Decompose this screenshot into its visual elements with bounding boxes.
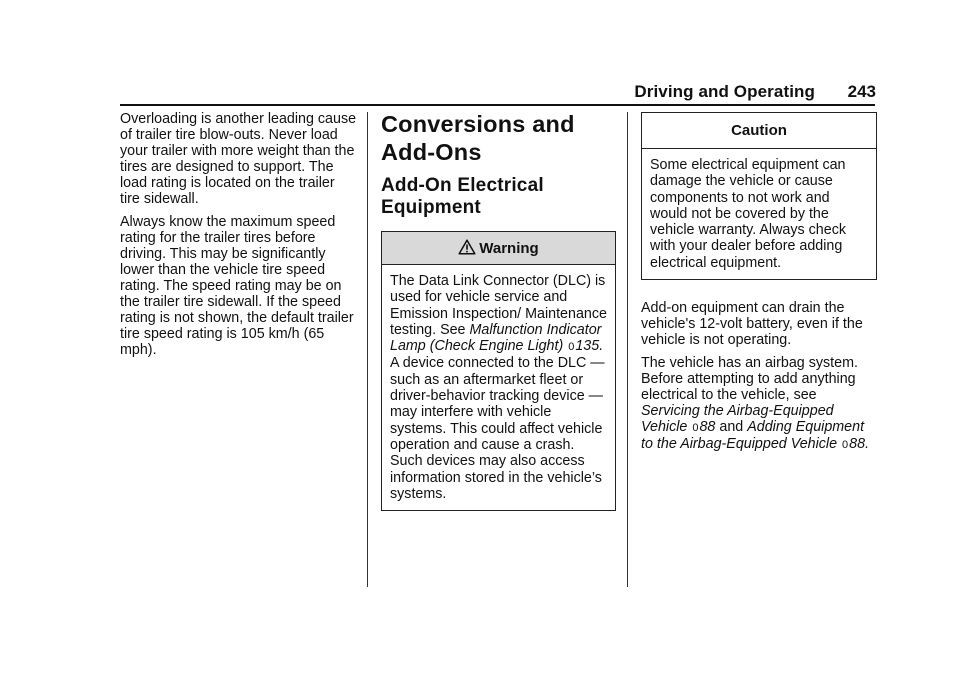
warning-body: [382, 265, 615, 510]
caution-body: Some electrical equipment can damage the vehicle or cause components to not work and would not be covered by the vehicle warranty. Always check with your dealer before adding electrical equipment.: [650, 157, 846, 271]
right-column-body: [641, 300, 877, 453]
page-ref-arrow-icon: 0: [692, 422, 699, 435]
subsection-heading-line-2: Equipment: [381, 197, 481, 218]
column-divider-right: [627, 112, 628, 587]
caution-header: Caution: [642, 113, 876, 149]
section-heading: [381, 110, 616, 166]
paragraph-overloading: Overloading is another leading cause of trailer tire blow-outs. Never load your trailer with more weight than the tires are designed to support. The load rating is located on the trailer tire sidewall.: [120, 111, 357, 207]
warning-header: [382, 232, 615, 265]
page-ref-arrow-icon: 0: [842, 439, 849, 452]
warning-title: Warning: [479, 240, 539, 257]
paragraph-speed-rating: Always know the maximum speed rating for the trailer tires before driving. This may be significantly lower than the vehicle tire speed rating. The speed rating may be on the trailer tire sidewall. If the speed rating is not shown, the default trailer tire speed rating is 105 km/h (65 mph).: [120, 214, 354, 358]
sentence-period: .: [599, 338, 604, 355]
warning-dlc-text: A device connected to the DLC — such as an aftermarket fleet or driver-behavior tracking device — may interfere with vehicle systems. This could affect vehicle operation and cause a crash. Such devices may also access information stored in the vehicle’s systems.: [390, 355, 605, 502]
middle-column: [381, 110, 616, 511]
page-ref-88-first[interactable]: 88: [699, 419, 716, 436]
paragraph-airbag: [641, 355, 877, 453]
header-rule: [120, 104, 875, 106]
link-malfunction-indicator-lamp[interactable]: Malfunction Indicator Lamp (Check Engine Light): [390, 321, 602, 355]
left-column: [120, 111, 358, 365]
page-ref-88-second[interactable]: 88: [849, 436, 866, 453]
column-divider-left: [367, 112, 368, 587]
link-adding-equipment[interactable]: Adding Equipment to the Airbag-Equipped Vehicle: [641, 419, 865, 453]
joiner-and: and: [719, 419, 744, 436]
section-heading-line-1: Conversions and: [381, 111, 575, 137]
caution-box: [641, 112, 877, 280]
page-ref-arrow-icon: 0: [568, 341, 575, 354]
section-heading-line-2: Add-Ons: [381, 139, 482, 165]
subsection-heading: [381, 175, 616, 219]
page-number: 243: [847, 82, 876, 101]
page-ref-135[interactable]: 135: [575, 338, 600, 355]
link-servicing-airbag-vehicle[interactable]: Servicing the Airbag-Equipped Vehicle: [641, 403, 834, 436]
running-header-title: Driving and Operating: [634, 82, 815, 101]
airbag-intro: The vehicle has an airbag system. Before attempting to add anything electrical to the vehicle, see: [641, 355, 858, 404]
paragraph-battery-drain: Add-on equipment can drain the vehicle's 12-volt battery, even if the vehicle is not operating.: [641, 300, 863, 349]
right-column: [641, 112, 877, 460]
warning-box: [381, 231, 616, 511]
subsection-heading-line-1: Add-On Electrical: [381, 175, 544, 196]
sentence-period: .: [865, 436, 870, 453]
warning-intro: The Data Link Connector (DLC) is used for vehicle service and Emission Inspection/ Maintenance testing. See: [390, 273, 607, 338]
warning-symbol-icon: [458, 239, 476, 255]
